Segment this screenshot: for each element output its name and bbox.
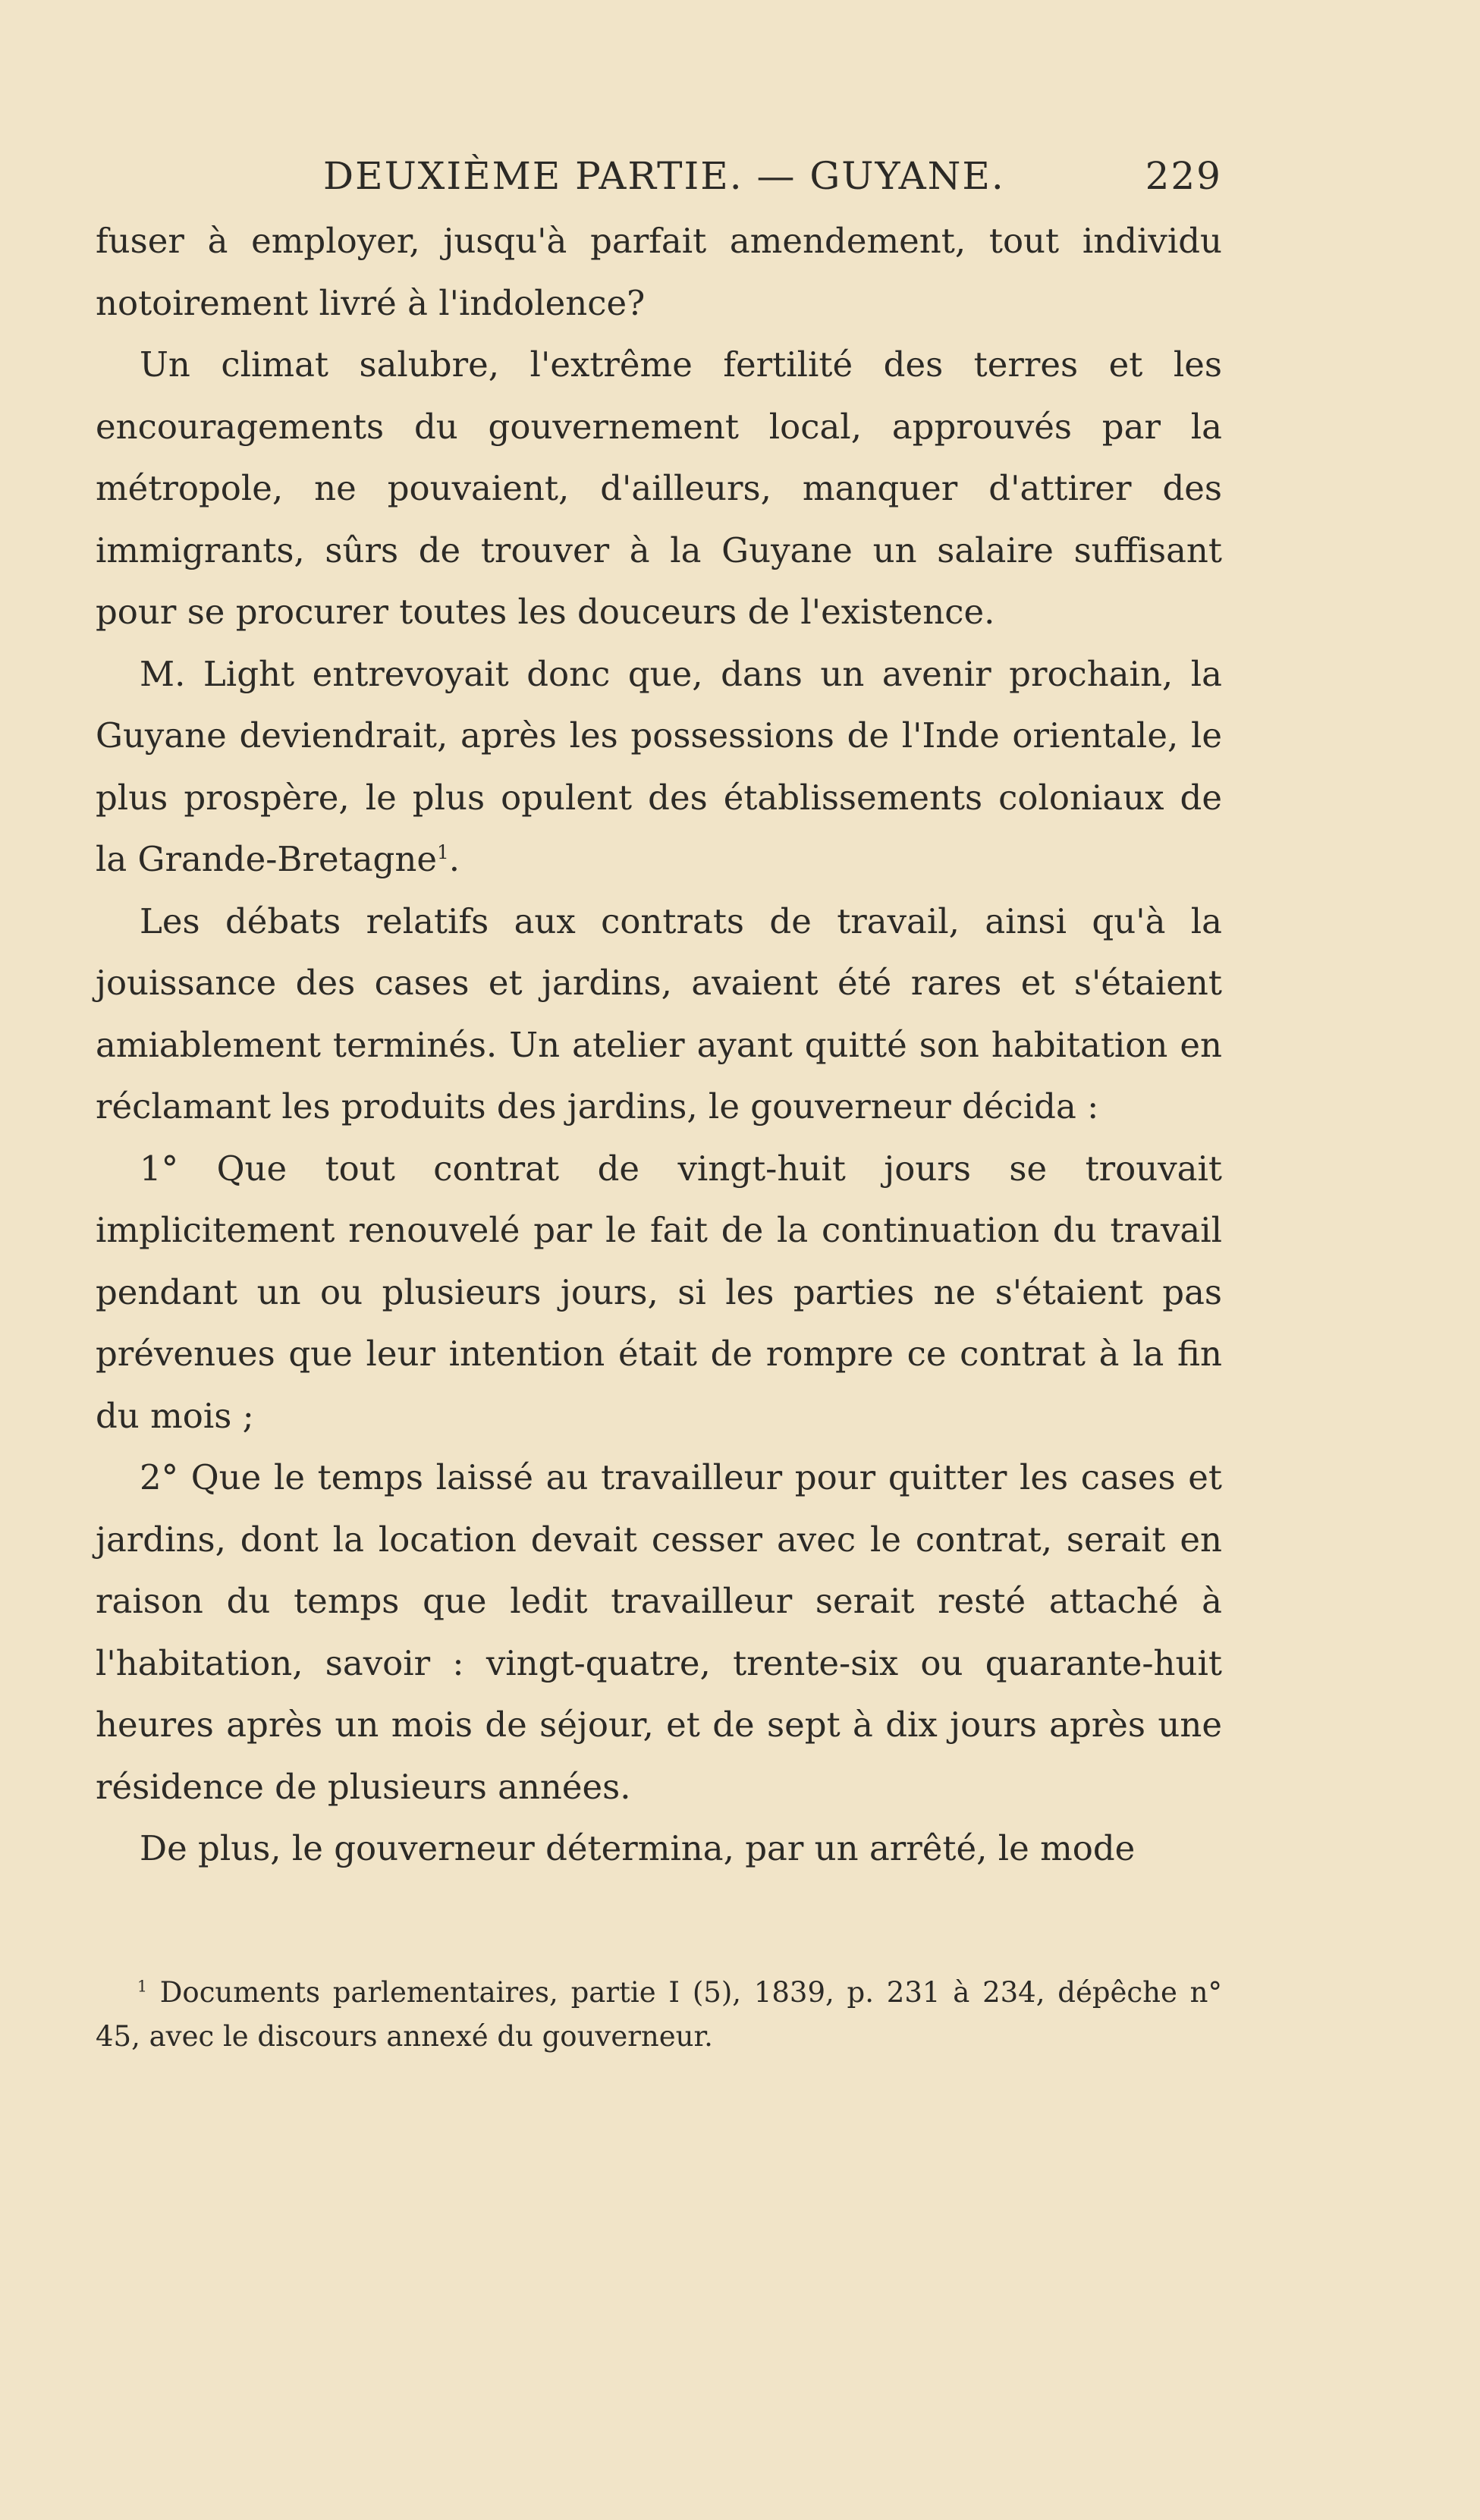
footnote-text: Documents parlementaires, partie I (5), 1839, p. 231 à 234, dépêche n° 45, avec le discours annexé du gouverneur. [96,1976,1223,2053]
page-number: 229 [1145,154,1222,198]
paragraph-contract-debates: Les débats relatifs aux contrats de travail, ainsi qu'à la jouissance des cases et jardins, avaient été rares et s'étaient amiablement terminés. Un atelier ayant quitté son habitation en réclamant les produits des jardins, le gouverneur décida : [96,900,1222,1126]
footnote-1 [96,1971,1222,2059]
body-text [96,210,1222,1880]
paragraph-continuation: fuser à employer, jusqu'à parfait amendement, tout individu notoirement livré à l'indolence? [96,221,1222,323]
paragraph-climate: Un climat salubre, l'extrême fertilité des terres et les encouragements du gouvernement local, approuvés par la métropole, ne pouvaient, d'ailleurs, manquer d'attirer des immigrants, sûrs de trouver à la Guyane un salaire suffisant pour se procurer toutes les douceurs de l'existence. [96,344,1222,632]
running-title: DEUXIÈME PARTIE. — GUYANE. [323,154,1005,198]
footnote-marker: 1 [137,1977,147,1996]
footnotes [96,1971,1222,2059]
paragraph-point-2: 2° Que le temps laissé au travailleur pour quitter les cases et jardins, dont la location devait cesser avec le contrat, serait en raison du temps que ledit travailleur serait resté attaché à l'habitation, savoir : vingt-quatre, trente-six ou quarante-huit heures après un mois de séjour, et de sept à dix jours après une résidence de plusieurs années. [96,1457,1222,1807]
paragraph-light-prospects-text: M. Light entrevoyait donc que, dans un avenir prochain, la Guyane deviendrait, après les possessions de l'Inde orientale, le plus prospère, le plus opulent des établissements coloniaux de la Grande-Bretagne [96,653,1222,879]
paragraph-light-prospects: M. Light entrevoyait donc que, dans un avenir prochain, la Guyane deviendrait, après les possessions de l'Inde orientale, le plus prospère, le plus opulent des établissements coloniaux de la Grande-Bretagne$^1$. [96,653,1222,879]
footnote-reference: 1 [436,841,449,863]
paragraph-final: De plus, le gouverneur détermina, par un arrêté, le mode [140,1828,1136,1868]
paragraph-point-1: 1° Que tout contrat de vingt-huit jours se trouvait implicitement renouvelé par le fait de la continuation du travail pendant un ou plusieurs jours, si les parties ne s'étaient pas prévenues que leur intention était de rompre ce contrat à la fin du mois ; [96,1148,1222,1436]
page-header [96,146,1222,206]
